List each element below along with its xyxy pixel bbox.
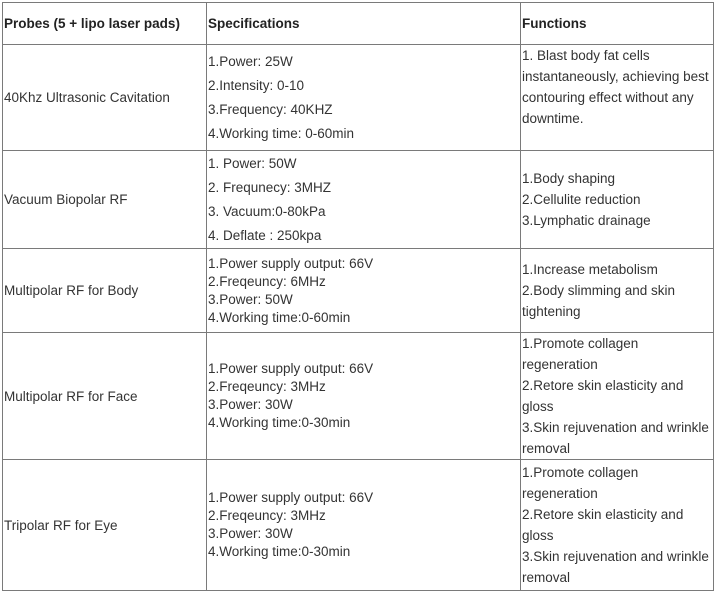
header-probes: Probes (5 + lipo laser pads) (3, 3, 207, 45)
function-line: 1.Body shaping (522, 171, 616, 186)
function-line: 1.Increase metabolism (522, 262, 658, 277)
header-functions: Functions (521, 3, 714, 45)
function-line: 2.Retore skin elasticity and gloss (522, 507, 684, 543)
spec-line: 3.Power: 50W (208, 291, 293, 307)
spec-line: 3.Frequency: 40KHZ (208, 101, 333, 117)
spec-line: 1.Power supply output: 66V (208, 490, 374, 505)
function-line: 3.Lymphatic drainage (522, 213, 651, 228)
function-cell (521, 460, 714, 591)
probe-name: Tripolar RF for Eye (3, 460, 207, 591)
spec-line: 2.Freqeuncy: 3MHz (208, 508, 326, 523)
spec-line: 4.Working time:0-60min (208, 309, 351, 325)
spec-cell (207, 249, 521, 333)
function-line: 3.Skin rejuvenation and wrinkle removal (522, 549, 709, 585)
table-row (3, 460, 714, 591)
probe-name: Multipolar RF for Body (3, 249, 207, 333)
spec-line: 2. Frequnecy: 3MHZ (208, 179, 332, 195)
function-cell (521, 333, 714, 460)
probe-spec-table (2, 2, 714, 591)
spec-line: 3. Vacuum:0-80kPa (208, 203, 326, 219)
probe-name: Vacuum Biopolar RF (3, 151, 207, 249)
table-row (3, 151, 714, 249)
probe-name: 40Khz Ultrasonic Cavitation (3, 45, 207, 151)
function-line: 3.Skin rejuvenation and wrinkle removal (522, 420, 709, 456)
spec-line: 1.Power: 25W (208, 53, 293, 69)
table-row (3, 45, 714, 151)
spec-line: 3.Power: 30W (208, 397, 293, 412)
spec-line: 4.Working time: 0-60min (208, 125, 355, 141)
header-specifications: Specifications (207, 3, 521, 45)
spec-cell (207, 45, 521, 151)
spec-line: 4.Working time:0-30min (208, 544, 351, 559)
header-row (3, 3, 714, 45)
function-cell (521, 151, 714, 249)
probe-name: Multipolar RF for Face (3, 333, 207, 460)
table-row (3, 249, 714, 333)
spec-cell (207, 460, 521, 591)
spec-line: 1.Power supply output: 66V (208, 255, 374, 271)
function-line: 2.Body slimming and skin tightening (522, 283, 676, 319)
spec-cell (207, 333, 521, 460)
function-cell (521, 249, 714, 333)
function-line: 2.Cellulite reduction (522, 192, 641, 207)
spec-line: 2.Freqeuncy: 3MHz (208, 379, 326, 394)
function-line: 1.Promote collagen regeneration (522, 465, 639, 501)
function-line: 1. Blast body fat cells instantaneously, achieving best contouring effect without any downtime. (522, 48, 709, 126)
spec-line: 1.Power supply output: 66V (208, 361, 374, 376)
spec-line: 4. Deflate : 250kpa (208, 227, 322, 243)
spec-cell (207, 151, 521, 249)
function-line: 2.Retore skin elasticity and gloss (522, 378, 684, 414)
spec-line: 2.Freqeuncy: 6MHz (208, 273, 326, 289)
spec-line: 1. Power: 50W (208, 155, 297, 171)
function-line: 1.Promote collagen regeneration (522, 336, 639, 372)
spec-line: 2.Intensity: 0-10 (208, 77, 305, 93)
spec-line: 3.Power: 30W (208, 526, 293, 541)
spec-line: 4.Working time:0-30min (208, 415, 351, 430)
table-row (3, 333, 714, 460)
function-cell (521, 45, 714, 151)
